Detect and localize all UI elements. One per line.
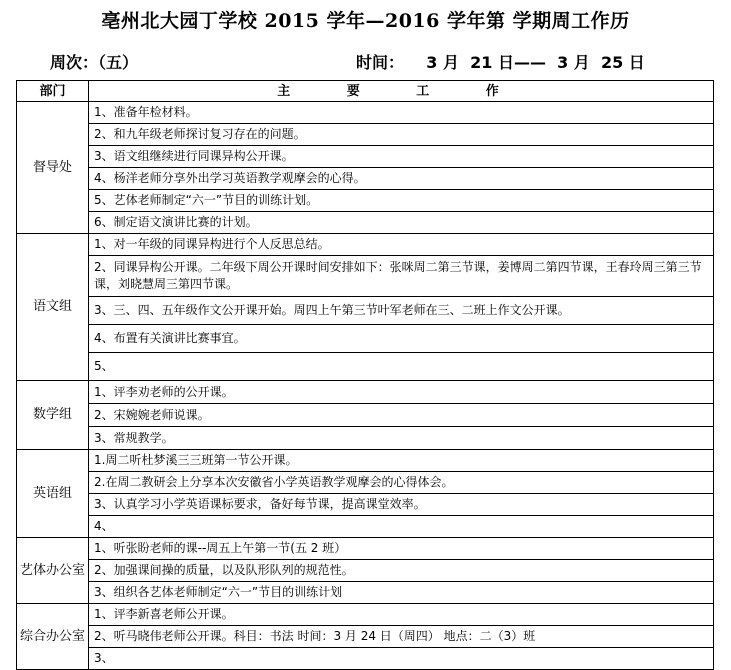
work-item: 6、制定语文演讲比赛的计划。: [89, 212, 714, 234]
work-item: 1、对一年级的同课异构进行个人反思总结。: [89, 234, 714, 256]
work-item: 1、评李新喜老师公开课。: [89, 604, 714, 626]
table-row: [17, 353, 714, 381]
work-item: 5、艺体老师制定“六一”节目的训练计划。: [89, 190, 714, 212]
work-item: 2、同课异构公开课。二年级下周公开课时间安排如下：张咪周二第三节课，姜博周二第四节课，王春玲周三第三节课，刘晓慧周三第四节课。: [89, 256, 714, 297]
dept-cell: 督导处: [17, 102, 89, 234]
table-row: [17, 102, 714, 124]
table-row: [17, 582, 714, 604]
table-row: [17, 604, 714, 626]
table-row: [17, 516, 714, 538]
page-title: 亳州北大园丁学校 2015 学年—2016 学年第 学期周工作历: [101, 10, 630, 32]
work-item: 3、常规教学。: [89, 427, 714, 450]
table-row: [17, 450, 714, 472]
header-work: 主 要 工 作: [89, 81, 714, 102]
dept-cell: 艺体办公室: [17, 538, 89, 604]
table-row: [17, 560, 714, 582]
work-item: 3、组织各艺体老师制定“六一”节目的训练计划: [89, 582, 714, 604]
work-item: 1、准备年检材料。: [89, 102, 714, 124]
table-row: [17, 234, 714, 256]
work-item: 2、加强课间操的质量，以及队形队列的规范性。: [89, 560, 714, 582]
table-row: [17, 190, 714, 212]
work-item: 4、杨洋老师分享外出学习英语教学观摩会的心得。: [89, 168, 714, 190]
table-row: [17, 256, 714, 297]
work-item: 2、宋婉婉老师说课。: [89, 404, 714, 427]
schedule-table: [16, 80, 714, 670]
table-row: [17, 297, 714, 325]
table-header-row: [17, 81, 714, 102]
work-item: 3、语文组继续进行同课异构公开课。: [89, 146, 714, 168]
table-row: [17, 146, 714, 168]
dept-cell: 数学组: [17, 381, 89, 450]
work-item: 1、听张盼老师的课--周五上午第一节(五 2 班）: [89, 538, 714, 560]
table-row: [17, 494, 714, 516]
work-item: 2.在周二教研会上分享本次安徽省小学英语教学观摩会的心得体会。: [89, 472, 714, 494]
table-row: [17, 404, 714, 427]
dept-cell: 综合办公室: [17, 604, 89, 670]
table-row: [17, 325, 714, 353]
time-range: 时间： 3 月 21 日—— 3 月 25 日: [356, 53, 645, 72]
week-label: 周次：（五）: [50, 53, 139, 72]
work-item: 3、认真学习小学英语课标要求，备好每节课，提高课堂效率。: [89, 494, 714, 516]
dept-cell: 语文组: [17, 234, 89, 381]
table-row: [17, 427, 714, 450]
table-row: [17, 381, 714, 404]
work-item: 5、: [89, 353, 714, 381]
table-row: [17, 168, 714, 190]
work-item: 1、评李劝老师的公开课。: [89, 381, 714, 404]
table-row: [17, 626, 714, 648]
work-item: 1.周二听杜梦溪三三班第一节公开课。: [89, 450, 714, 472]
work-item: 4、布置有关演讲比赛事宜。: [89, 325, 714, 353]
dept-cell: 英语组: [17, 450, 89, 538]
header-dept: 部门: [17, 81, 89, 102]
table-row: [17, 212, 714, 234]
table-row: [17, 472, 714, 494]
work-item: 2、和九年级老师探讨复习存在的问题。: [89, 124, 714, 146]
table-row: [17, 538, 714, 560]
work-item: 2、听马晓伟老师公开课。科目：书法 时间：3 月 24 日（周四） 地点：二（3）班: [89, 626, 714, 648]
work-item: 3、三、四、五年级作文公开课开始。周四上午第三节叶军老师在三、二班上作文公开课。: [89, 297, 714, 325]
work-item: 3、: [89, 648, 714, 670]
table-row: [17, 124, 714, 146]
work-item: 4、: [89, 516, 714, 538]
